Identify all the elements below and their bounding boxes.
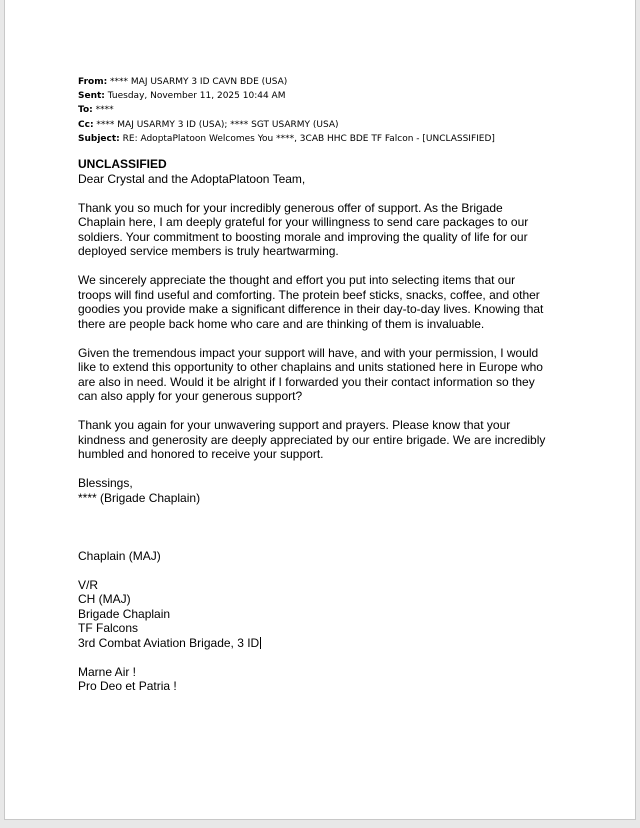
sent-value: Tuesday, November 11, 2025 10:44 AM — [107, 91, 286, 102]
signature-title: Chaplain (MAJ) — [78, 548, 161, 563]
from-value: **** MAJ USARMY 3 ID CAVN BDE (USA) — [110, 77, 288, 87]
paragraph-line: like to extend this opportunity to other chaplains and units stationed here in Europe who — [78, 360, 543, 374]
to-row — [78, 103, 598, 117]
sent-row — [78, 89, 598, 103]
to-value: **** — [95, 105, 114, 116]
paragraph-line: We sincerely appreciate the thought and effort you put into selecting items that our — [78, 273, 516, 287]
closing-name: **** (Brigade Chaplain) — [78, 490, 201, 505]
sent-label: Sent: — [78, 91, 105, 102]
email-body[interactable] — [78, 157, 578, 694]
motto: Marne Air ! — [78, 664, 137, 679]
paragraph-line: goodies you provide make a significant difference in their day-to-day lives. Knowing that — [78, 302, 544, 316]
paragraph-1 — [78, 201, 578, 259]
subject-label: Subject: — [78, 133, 120, 144]
signature-line: CH (MAJ) — [78, 592, 131, 606]
paragraph-line: Thank you so much for your incredibly generous offer of support. As the Brigade — [78, 200, 503, 215]
paragraph-line: Given the tremendous impact your support will have, and with your permission, I would — [78, 345, 539, 360]
paragraph-line: there are people back home who care and are thinking of them is invaluable. — [78, 316, 485, 331]
paragraph-line: are also in need. Would it be alright if I forwarded you their contact information so they — [78, 374, 535, 389]
signature-line: Brigade Chaplain — [78, 606, 171, 621]
subject-value: RE: AdoptaPlatoon Welcomes You ****, 3CAB HHC BDE TF Falcon - [UNCLASSIFIED] — [122, 133, 495, 144]
paragraph-line: deployed service members is truly heartwarming. — [78, 244, 339, 258]
paragraph-2 — [78, 273, 578, 331]
paragraph-line: kindness and generosity are deeply appreciated by our entire brigade. We are incredibly — [78, 432, 546, 447]
signature-line-last — [78, 636, 578, 651]
paragraph-line: can also apply for your generous support? — [78, 389, 303, 403]
signature-line: 3rd Combat Aviation Brigade, 3 ID — [78, 635, 260, 650]
paragraph-line: troops will find useful and comforting. The protein beef sticks, snacks, coffee, and other — [78, 287, 540, 302]
email-header — [78, 75, 598, 146]
signature-line: V/R — [78, 577, 99, 592]
from-row — [78, 75, 598, 89]
from-label: From: — [78, 77, 108, 87]
paragraph-4 — [78, 418, 578, 462]
signature-block — [78, 578, 578, 651]
paragraph-line: Chaplain here, I am deeply grateful for your willingness to send care packages to our — [78, 215, 529, 229]
text-cursor — [260, 637, 261, 649]
paragraph-line: Thank you again for your unwavering support and prayers. Please know that your — [78, 418, 511, 432]
to-label: To: — [78, 105, 93, 116]
cc-row — [78, 118, 598, 132]
signature-line: TF Falcons — [78, 621, 139, 635]
cc-label: Cc: — [78, 119, 94, 130]
document-page — [4, 0, 636, 820]
motto: Pro Deo et Patria ! — [78, 679, 177, 693]
classification-marking: UNCLASSIFIED — [78, 157, 167, 171]
closing: Blessings, — [78, 476, 133, 490]
subject-row — [78, 132, 598, 146]
paragraph-line: soldiers. Your commitment to boosting morale and improving the quality of life for our — [78, 229, 528, 244]
cc-value: **** MAJ USARMY 3 ID (USA); **** SGT USARMY (USA) — [96, 119, 339, 130]
paragraph-line: humbled and honored to receive your support. — [78, 447, 324, 461]
paragraph-3 — [78, 346, 578, 404]
greeting: Dear Crystal and the AdoptaPlatoon Team, — [78, 171, 306, 186]
